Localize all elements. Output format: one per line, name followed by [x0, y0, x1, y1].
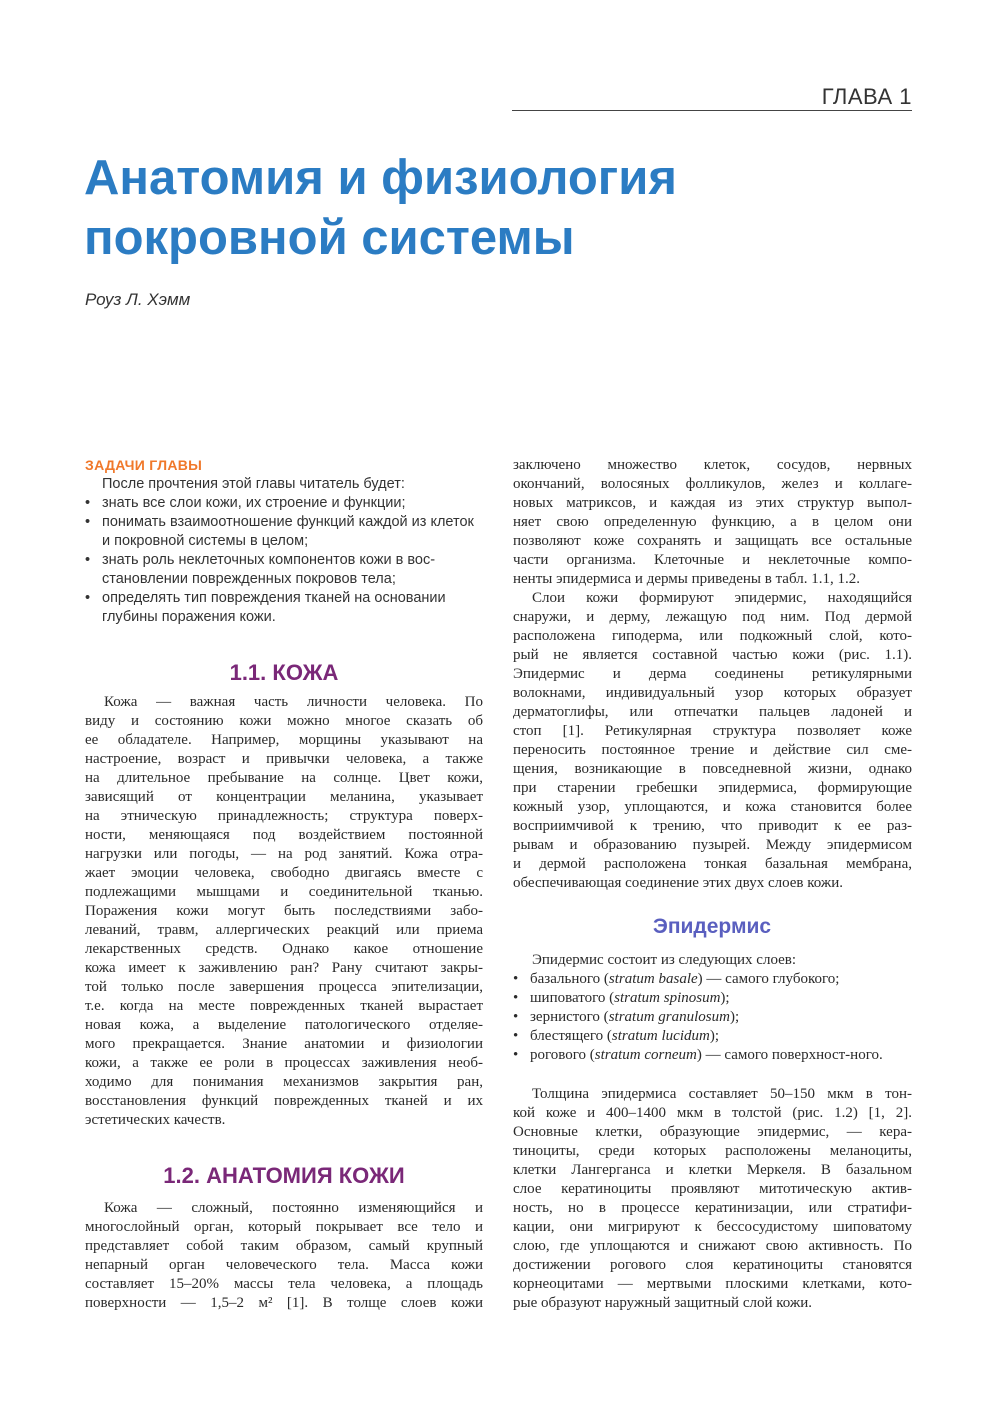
- text-line: волокнами, индивидуальный узор которых образует: [513, 685, 912, 701]
- text-line: кой коже и 400–1400 мкм в толстой (рис. 1.2) [1, 2].: [513, 1105, 912, 1121]
- text-line: подлежащими мышцами и соединительной тканью.: [85, 884, 483, 900]
- text-line: расположена гиподерма, или подкожный слой, кото-: [513, 628, 912, 644]
- text-line: переносить постоянное трение и действие сил сме-: [513, 742, 912, 758]
- chapter-label: ГЛАВА 1: [821, 84, 912, 109]
- title-line: Анатомия и физиология: [84, 151, 677, 205]
- text-line: окончаний, волосяных фолликулов, желез и коллаге-: [513, 476, 912, 492]
- chapter-objectives: [85, 456, 485, 627]
- objective-item: • знать роль неклеточных компонентов кожи в вос-становлении поврежденных покровов тела;: [85, 551, 485, 589]
- text-line: лекарственных средств. Однако какое отношение: [85, 941, 483, 957]
- text-line: ности, меняющаяся под воздействием постоянной: [85, 827, 483, 843]
- text-line: ее обладателе. Например, морщины указывают на: [85, 732, 483, 748]
- epidermis-layers-list: [513, 970, 912, 1065]
- layer-text: );: [709, 1028, 720, 1044]
- text-line: клетки Лангерганса и клетки Меркеля. В базальном: [513, 1162, 912, 1178]
- objectives-title: ЗАДАЧИ ГЛАВЫ: [85, 457, 203, 473]
- text-line: тиноциты, среди которых расположены меланоциты,: [513, 1143, 912, 1159]
- text-line: позволяют коже сохранять и защищать все остальные: [513, 533, 912, 549]
- paragraph-anatomy-left: [85, 1199, 483, 1313]
- text-line: Толщина эпидермиса составляет 50–150 мкм в тон-: [532, 1086, 912, 1102]
- subsection-heading-epidermis: Эпидермис: [652, 915, 772, 938]
- text-line: Поражения кожи могут быть последствиями забо-: [85, 903, 483, 919]
- epidermis-layer-item: [513, 1008, 912, 1027]
- text-line: эстетических качеств.: [85, 1112, 226, 1128]
- objective-item: • понимать взаимоотношение функций каждой из клеток и покровной системы в целом;: [85, 513, 485, 551]
- paragraph-skin: [85, 693, 483, 1130]
- text-line: поверхности — 1,5–2 м² [1]. В толще слоев кожи: [85, 1295, 483, 1311]
- text-line: щения, возникающие в повседневной жизни, однако: [513, 761, 912, 777]
- text-line: корнеоцитами — мертвыми плоскими клетками, кото-: [513, 1276, 912, 1292]
- epidermis-layer-item: [513, 1027, 912, 1046]
- text-line: жает эмоции человека, свободно двигаясь вместе с: [85, 865, 483, 881]
- layer-text: );: [729, 1009, 740, 1025]
- latin-term: stratum basale: [608, 971, 698, 987]
- section-heading-anatomy: 1.2. АНАТОМИЯ КОЖИ: [163, 1163, 405, 1188]
- text-line: непарный орган человеческого тела. Масса кожи: [85, 1257, 483, 1273]
- text-line: новая кожа, а выделение патологического отделяе-: [85, 1017, 483, 1033]
- text-line: снаружи, и дерму, лежащую под ним. Под дермой: [513, 609, 912, 625]
- layer-text: шиповатого (: [530, 990, 615, 1006]
- text-line: Эпидермис и дерма соединены ретикулярными: [513, 666, 912, 682]
- layer-text: базального (: [530, 971, 609, 987]
- text-line: восприимчивой к трению, что приводит к ее раз-: [513, 818, 912, 834]
- text-line: леваний, травм, аллергических реакций или приема: [85, 922, 483, 938]
- text-line: кожи, а также ее роли в процессах заживления необ-: [85, 1055, 483, 1071]
- text-line: составляет 15–20% массы тела человека, а площадь: [85, 1276, 483, 1292]
- text-line: ненты эпидермиса и дермы приведены в табл. 1.1, 1.2.: [513, 571, 860, 587]
- layer-text: ) — самого поверхност-ного.: [696, 1047, 883, 1063]
- text-line: зависящий от концентрации меланина, указывает: [85, 789, 483, 805]
- text-line: кожа имеет к заживлению ран? Рану считают закры-: [85, 960, 483, 976]
- text-line: Слои кожи формируют эпидермис, находящийся: [532, 590, 912, 606]
- layer-text: зернистого (: [530, 1009, 609, 1025]
- latin-term: stratum corneum: [594, 1047, 697, 1063]
- paragraph-thickness: [513, 1085, 912, 1313]
- latin-term: stratum lucidum: [611, 1028, 710, 1044]
- text-line: Кожа — важная часть личности человека. По: [104, 694, 483, 710]
- text-line: заключено множество клеток, сосудов, нервных: [513, 457, 912, 473]
- layer-text: рогового (: [530, 1047, 595, 1063]
- text-line: виду и состоянию кожи можно многое сказать об: [85, 713, 483, 729]
- objective-item: • знать все слои кожи, их строение и функции;: [85, 494, 485, 513]
- text-line: многослойный орган, который покрывает все тело и: [85, 1219, 483, 1235]
- objectives-intro: После прочтения этой главы читатель будет:: [102, 476, 405, 492]
- text-line: т.е. когда на месте поврежденных тканей вырастает: [85, 998, 483, 1014]
- text-line: на этническую принадлежность; структура поверх-: [85, 808, 483, 824]
- epidermis-layer-item: [513, 989, 912, 1008]
- paragraph-layers: [513, 589, 912, 893]
- text-line: новых матриксов, и каждая из этих структур выпол-: [513, 495, 912, 511]
- text-line: Кожа — сложный, постоянно изменяющийся и: [104, 1200, 483, 1216]
- objective-item: • определять тип повреждения тканей на основании глубины поражения кожи.: [85, 589, 485, 627]
- layer-text: блестящего (: [530, 1028, 612, 1044]
- text-line: дерматоглифы, или отпечатки пальцев ладоней и: [513, 704, 912, 720]
- author: Роуз Л. Хэмм: [85, 290, 191, 309]
- text-line: представляет собой таким образом, самый крупный: [85, 1238, 483, 1254]
- text-line: кации, они мигрируют к бессосудистому шиповатому: [513, 1219, 912, 1235]
- text-line: на длительное пребывание на солнце. Цвет кожи,: [85, 770, 483, 786]
- text-line: Основные клетки, образующие эпидермис, — кера-: [513, 1124, 912, 1140]
- page-title: [84, 148, 677, 268]
- text-line: мого прекращается. Знание анатомии и физиологии: [85, 1036, 483, 1052]
- epidermis-layer-item: [513, 970, 912, 989]
- layer-text: );: [720, 990, 730, 1006]
- paragraph-epidermis-intro: [513, 951, 912, 970]
- text-line: стоп [1]. Ретикулярная структура позволяет коже: [513, 723, 912, 739]
- text-line: Эпидермис состоит из следующих слоев:: [532, 952, 797, 968]
- section-heading-skin: 1.1. КОЖА: [229, 660, 339, 685]
- text-line: рый не является составной частью кожи (рис. 1.1).: [513, 647, 912, 663]
- text-line: восстановления функций поврежденных тканей и их: [85, 1093, 483, 1109]
- text-line: слою, где уплощаются и снижают свою активность. По: [513, 1238, 912, 1254]
- text-line: няет свою определенную функцию, а в целом они: [513, 514, 912, 530]
- title-line: покровной системы: [84, 211, 575, 265]
- paragraph-anatomy-right: [513, 456, 912, 589]
- text-line: при старении гребешки эпидермиса, формирующие: [513, 780, 912, 796]
- text-line: рые образуют наружный защитный слой кожи.: [513, 1295, 813, 1311]
- text-line: достижении рогового слоя кератиноциты становятся: [513, 1257, 912, 1273]
- latin-term: stratum granulosum: [608, 1009, 730, 1025]
- layer-text: ) — самого глубокого;: [697, 971, 840, 987]
- chapter-rule: [512, 110, 912, 111]
- text-line: настроение, возраст и привычки человека, а также: [85, 751, 483, 767]
- latin-term: stratum spinosum: [614, 990, 721, 1006]
- text-line: и дермой расположена тонкая базальная мембрана,: [513, 856, 912, 872]
- text-line: рывам и образованию пузырей. Между эпидермисом: [513, 837, 912, 853]
- text-line: части организма. Клеточные и неклеточные компо-: [513, 552, 912, 568]
- text-line: той только после завершения процесса эпителизации,: [85, 979, 483, 995]
- text-line: ность, но в процессе кератинизации, или стратифи-: [513, 1200, 912, 1216]
- text-line: слое кератиноциты проявляют митотическую актив-: [513, 1181, 912, 1197]
- text-line: нагрузки или погоды, — на род занятий. Кожа отра-: [85, 846, 483, 862]
- text-line: обеспечивающая соединение этих двух слоев кожи.: [513, 875, 844, 891]
- epidermis-layer-item: [513, 1046, 912, 1065]
- text-line: ходимо для понимания механизмов закрытия ран,: [85, 1074, 483, 1090]
- text-line: кожный узор, уплощаются, и кожа становится более: [513, 799, 912, 815]
